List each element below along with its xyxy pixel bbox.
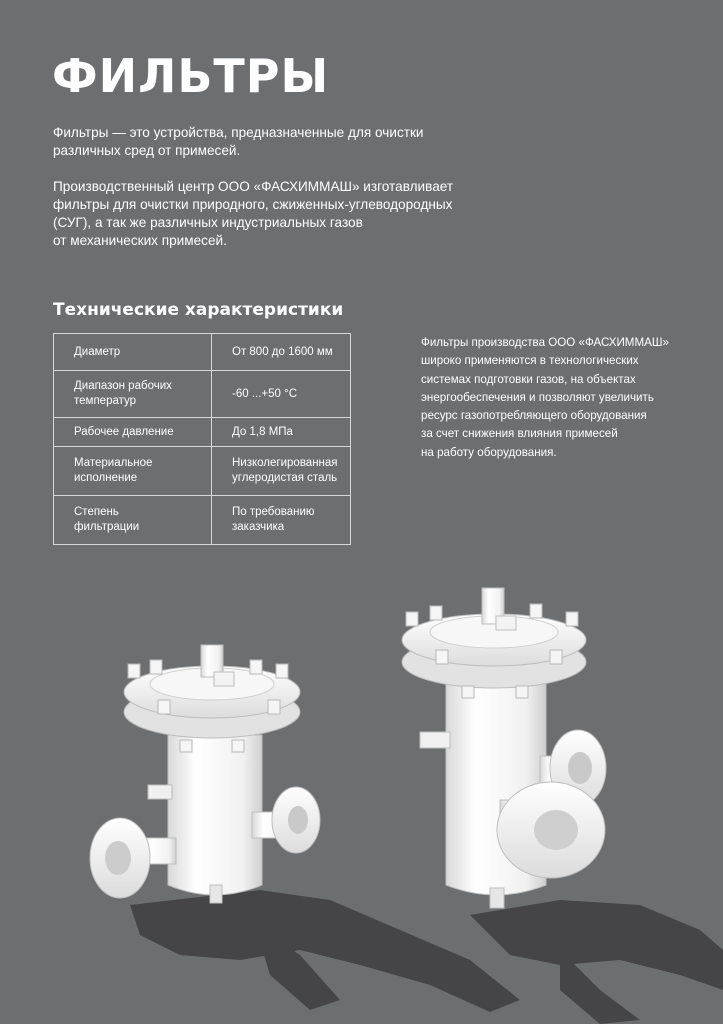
page-title: ФИЛЬТРЫ xyxy=(52,49,330,103)
spec-value: -60 ...+50 °С xyxy=(212,371,351,418)
spec-label: Диаметр xyxy=(54,334,212,371)
equipment-illustration xyxy=(0,560,723,1024)
spec-value: От 800 до 1600 мм xyxy=(212,334,351,371)
spec-label: Материальное исполнение xyxy=(54,447,212,496)
side-note: Фильтры производства ООО «ФАСХИММАШ» широко применяются в технологических системах подготовки газов, на объектах энергообеспечения и позволяют увеличить ресурс газопотребляющего оборудования за счет снижения влияния примесей на работу оборудования. xyxy=(421,336,669,459)
spec-value: По требованию заказчика xyxy=(212,496,351,545)
table-row xyxy=(54,334,351,371)
intro-text xyxy=(53,124,473,268)
table-row xyxy=(54,447,351,496)
shadow-shapes xyxy=(130,890,723,1024)
filter-illustration-small xyxy=(90,645,320,903)
intro-paragraph-2: Производственный центр ООО «ФАСХИММАШ» изготавливает фильтры для очистки природного, сжиженных-углеводородных (СУГ), а так же различных индустриальных газов от механических примесей. xyxy=(53,179,454,248)
intro-paragraph-1: Фильтры — это устройства, предназначенные для очистки различных сред от примесей. xyxy=(53,125,424,158)
table-row xyxy=(54,496,351,545)
spec-value: До 1,8 МПа xyxy=(212,418,351,447)
spec-label: Рабочее давление xyxy=(54,418,212,447)
table-row xyxy=(54,371,351,418)
spec-label: Диапазон рабочих температур xyxy=(54,371,212,418)
specs-table xyxy=(53,333,351,545)
specs-heading: Технические характеристики xyxy=(53,300,344,320)
filter-illustration-large xyxy=(402,588,606,908)
spec-label: Степень фильтрации xyxy=(54,496,212,545)
table-row xyxy=(54,418,351,447)
spec-value: Низколегированная углеродистая сталь xyxy=(212,447,351,496)
